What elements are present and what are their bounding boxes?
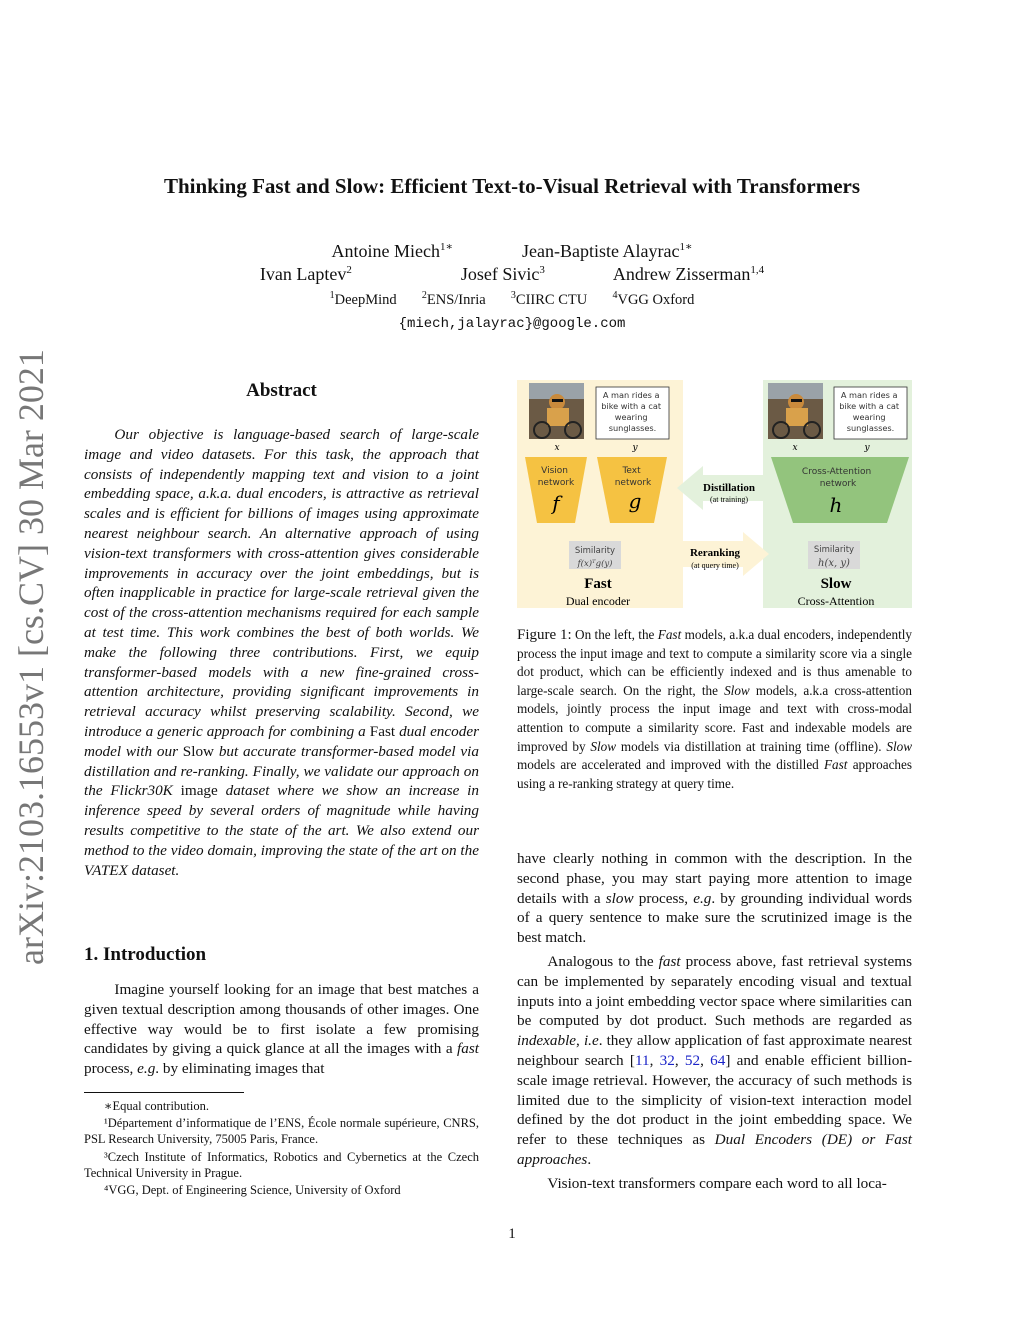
footnote: ∗Equal contribution. (104, 1099, 210, 1113)
abstract-text: Our objective is language-based search of large-scale image and video datasets. For this task, the approach that consists of independently mapping text and vision to a joint embedding space, a.k.a. dual encoders, is attractive as retrieval scales and is efficient for billions of images using approximate nearest neighbour search. An alternative approach of using vision-text transformers with cross-attention gives considerable improvements in accuracy over the joint embeddings, but is often inapplicable in practice for large-scale retrieval given the cost of the cross-attention mechanisms required for each sample at test time. This work combines the best of both worlds. We make the following three contributions. First, we equip transformer-based models with a new fine-grained cross-attention architecture, providing significant improvements in retrieval accuracy whilst preserving scalability. Second, we introduce a generic approach for combining a Fast dual encoder model with our Slow but accurate transformer-based model via distillation and re-ranking. Finally, we validate our approach on the Flickr30K image dataset where we show an increase in inference speed by several orders of magnitude while having results competitive to the state of the art. We also extend our method to the video domain, improving the state of the art on the VATEX dataset. (84, 426, 479, 879)
body-paragraph: Vision-text transformers compare each word to all loca- (547, 1174, 887, 1192)
footnote: ³Czech Institute of Informatics, Robotics and Cybernetics at the Czech Technical University in Prague. (84, 1149, 479, 1180)
page-number: 1 (508, 1226, 516, 1242)
slow-subtitle: Cross-Attention (797, 594, 875, 608)
body-paragraph: Analogous to the fast process above, fast retrieval systems can be implemented by separately encoding visual and textual inputs into a joint embedding vector space where similarities can be computed by dot product. Such methods are regarded as indexable, i.e. they allow application of fast approximate nearest neighbour search [11, 32, 52, 64] and enable efficient billion-scale image retrieval. However, the accuracy of such methods is limited due to the simplicity of vision-text interaction model defined by the dot product in the joint embedding space. We refer to these techniques as Dual Encoders (DE) or Fast approaches. (517, 952, 913, 1168)
h-label: h (829, 493, 843, 517)
similarity-formula-fast: f(x)ᵀg(y) (577, 559, 613, 569)
paper-title: Thinking Fast and Slow: Efficient Text-to-Visual Retrieval with Transformers (163, 174, 861, 198)
similarity-label-slow: Similarity (813, 545, 855, 555)
vision-net-label: Vision (541, 466, 568, 476)
distillation-sub: (at training) (710, 495, 748, 504)
reranking-label: Reranking (689, 547, 741, 559)
caption-line: sunglasses. (608, 423, 657, 433)
abstract-heading: Abstract (246, 380, 317, 401)
figure-1-caption: Figure 1: On the left, the Fast models, a.k.a dual encoders, independently process the input image and text to compute a similarity score via a single dot product, which can be efficiently indexed and is thus amenable to large-scale search. On the right, the Slow models, a.k.a cross-attention models, jointly process the input image and text with cross-modal attention to compute a similarity score. Fast and indexable models are improved by Slow models via distillation at training time (offline). Slow models are accelerated and improved with the distilled Fast approaches using a re-ranking strategy at query time. (517, 627, 913, 791)
author-name: Andrew Zisserman (612, 264, 751, 284)
footnote: ¹Département d’informatique de l’ENS, École normale supérieure, CNRS, PSL Research University, 75005 Paris, France. (84, 1116, 479, 1147)
g-label: g (628, 489, 642, 513)
caption-line: A man rides a (602, 390, 660, 400)
reranking-sub: (at query time) (691, 561, 739, 570)
citation-link[interactable]: 52 (684, 1051, 701, 1069)
body-paragraph: have clearly nothing in common with the description. In the second phase, you may start paying more attention to image details with a slow process, e.g. by grounding individual words of a query sentence to make sure the scrutinized image is the best match. (517, 850, 912, 947)
citation-link[interactable]: 64 (710, 1051, 726, 1069)
text-net-label: network (614, 478, 652, 488)
footnote: ⁴VGG, Dept. of Engineering Science, University of Oxford (104, 1183, 401, 1198)
arxiv-stamp: arXiv:2103.16553v1 [cs.CV] 30 Mar 2021 (11, 349, 51, 965)
author-row-2: Ivan Laptev$^2$ Josef Sivic$^3$ Andrew Zisserman$^{1,4}$ (259, 264, 765, 284)
caption-line: wearing (852, 412, 886, 422)
image-thumbnail-left (529, 383, 584, 439)
caption-line: sunglasses. (846, 423, 895, 433)
similarity-formula-slow: h(x, y) (818, 558, 850, 569)
author-name: Antoine Miech (331, 241, 441, 261)
author-name: Jean-Baptiste Alayrac (522, 241, 680, 261)
similarity-label-fast: Similarity (574, 546, 616, 556)
y-label-left: y (632, 443, 638, 453)
cross-net-label: network (819, 479, 857, 489)
y-label-right: y (864, 443, 870, 453)
slow-title: Slow (820, 576, 852, 592)
affiliations: $^1$DeepMind $^2$ENS/Inria $^3$CIIRC CTU $^4$VGG Oxford (329, 290, 695, 308)
image-thumbnail-right (768, 383, 823, 439)
x-label-left: x (554, 443, 560, 453)
footnote-rule (84, 1092, 244, 1093)
caption-line: bike with a cat (601, 401, 662, 411)
fast-subtitle: Dual encoder (565, 594, 631, 608)
intro-paragraph: Imagine yourself looking for an image that best matches a given textual description among thousands of other images. One effective way would be to first isolate a few promising candidates by giving a quick glance at all the images with a fast process, e.g. by eliminating images that (84, 981, 479, 1078)
email[interactable]: {miech,jalayrac}@google.com (398, 316, 626, 332)
caption-line: wearing (614, 412, 648, 422)
caption-line: A man rides a (840, 390, 898, 400)
citation-link[interactable]: 11 (634, 1051, 650, 1069)
author-name: Josef Sivic (460, 264, 540, 284)
right-column-text (517, 849, 912, 1194)
distillation-label: Distillation (703, 482, 755, 494)
author-name: Ivan Laptev (259, 264, 347, 284)
footnotes (84, 1098, 479, 1199)
citation-link[interactable]: 32 (659, 1051, 675, 1069)
text-net-label: Text (622, 466, 641, 476)
section-heading: 1. Introduction (84, 944, 207, 965)
caption-label: Figure 1: (517, 627, 572, 643)
caption-line: bike with a cat (839, 401, 900, 411)
cross-net-label: Cross-Attention (801, 467, 872, 477)
author-row-1: Antoine Miech$^{1∗}$ Jean-Baptiste Alayrac$^{1∗}$ (331, 241, 693, 261)
fast-title: Fast (584, 576, 612, 592)
x-label-right: x (792, 443, 798, 453)
figure-1-diagram (517, 380, 912, 608)
f-label: f (552, 491, 560, 515)
vision-net-label: network (537, 478, 575, 488)
